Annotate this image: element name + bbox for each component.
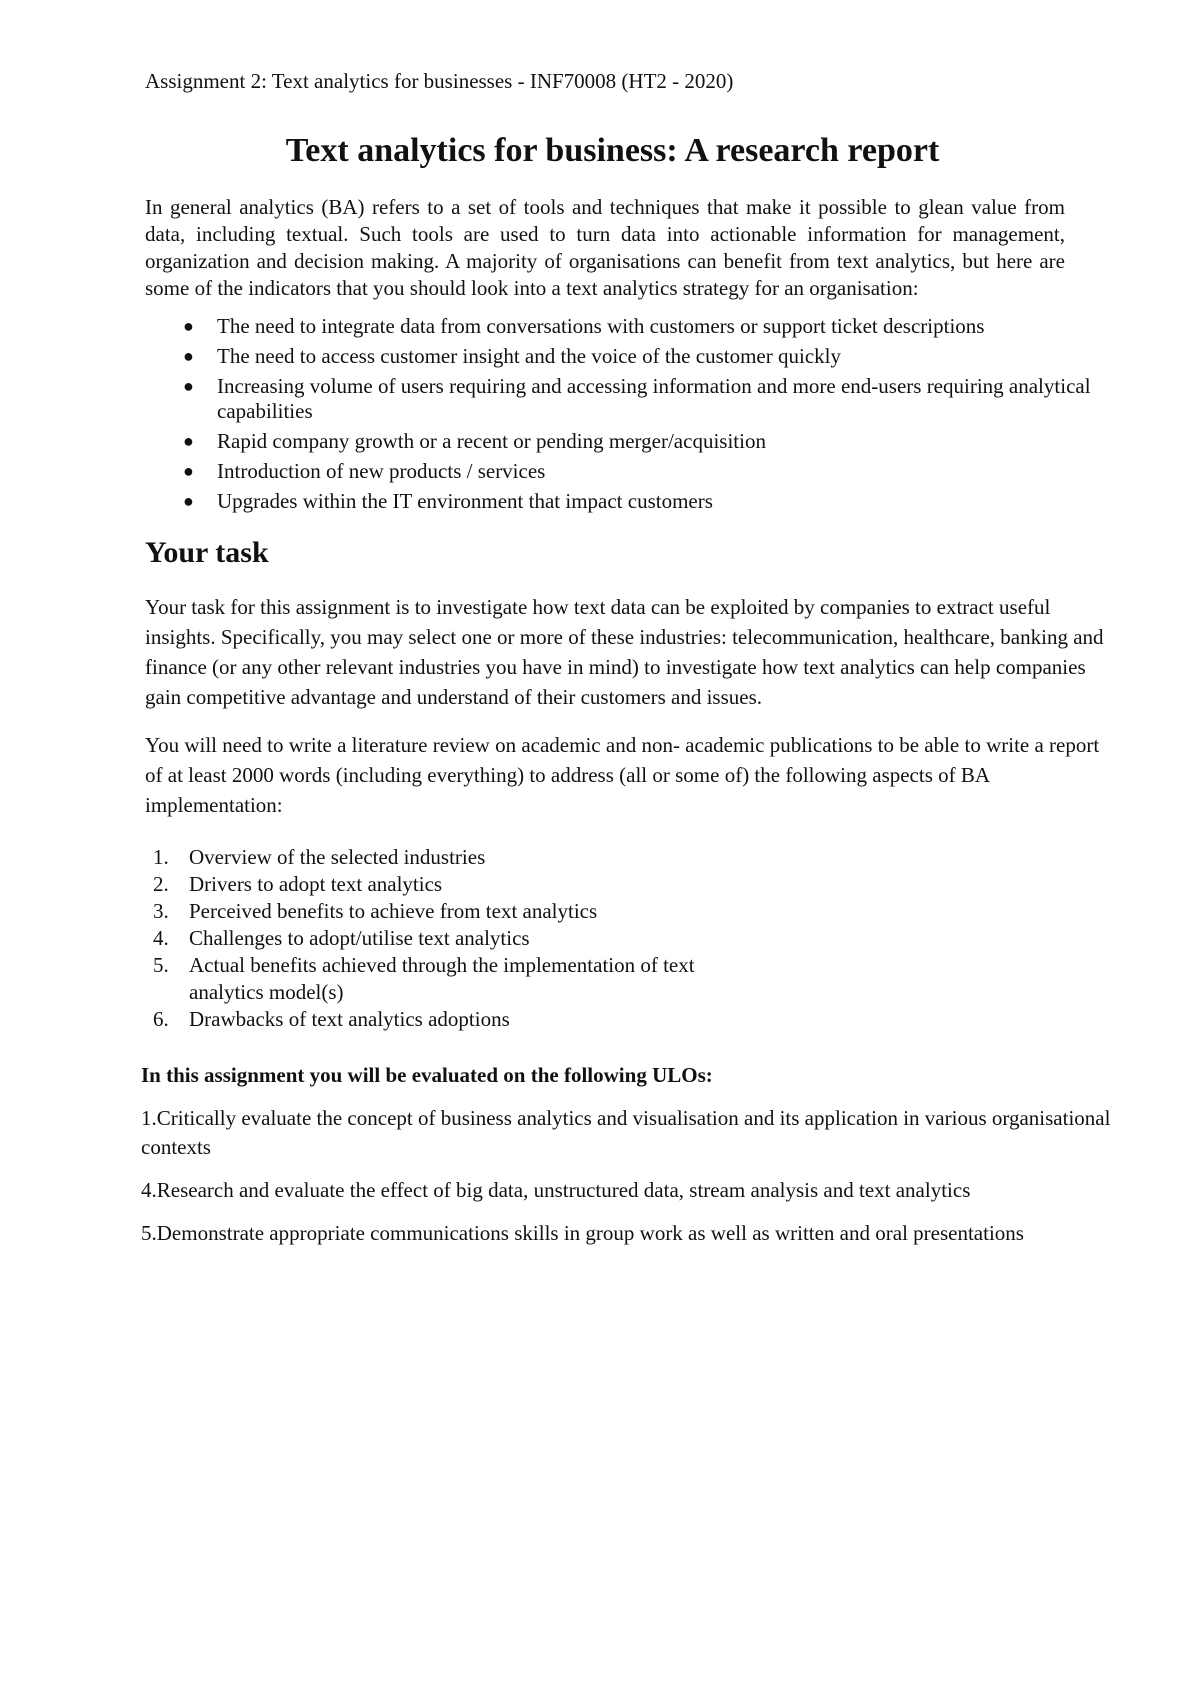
list-item-text: Drawbacks of text analytics adoptions [189,1007,510,1031]
list-number: 2. [153,872,169,896]
indicator-list [145,314,1120,514]
list-item [153,871,749,898]
list-number: 6. [153,1007,169,1031]
bullet-icon: ● [183,316,194,336]
task-paragraph-1: Your task for this assignment is to investigate how text data can be exploited by companies to extract useful insights. Specifically, you may select one or more of these industries: telecommunication, healthcare, banking and finance (or any other relevant industries you have in mind) to investigate how text analytics can help companies gain competitive advantage and understand of their customers and issues. [145,595,1104,709]
aspects-list [145,844,1120,1033]
list-item [183,344,1117,369]
list-item-text: Increasing volume of users requiring and accessing information and more end-users requiring analytical capabilities [217,374,1091,423]
list-item [153,952,749,1006]
ulo-item: 4.Research and evaluate the effect of big data, unstructured data, stream analysis and text analytics [141,1178,971,1202]
bullet-icon: ● [183,376,194,396]
list-item [183,489,1117,514]
list-number: 1. [153,845,169,869]
task-paragraph-2: You will need to write a literature review on academic and non- academic publications to be able to write a report of at least 2000 words (including everything) to address (all or some of) the following aspects of BA implementation: [145,733,1100,817]
ulo-heading: In this assignment you will be evaluated on the following ULOs: [141,1063,713,1087]
list-item-text: Actual benefits achieved through the implementation of text analytics model(s) [189,953,695,1004]
list-item [153,844,749,871]
bullet-icon: ● [183,431,194,451]
list-item [183,374,1117,424]
bullet-icon: ● [183,461,194,481]
list-item [183,459,1117,484]
list-item-text: Drivers to adopt text analytics [189,872,443,896]
list-number: 3. [153,899,169,923]
list-item-text: The need to integrate data from conversations with customers or support ticket descriptions [217,314,985,338]
list-item-text: Upgrades within the IT environment that impact customers [217,489,713,513]
intro-paragraph: In general analytics (BA) refers to a set of tools and techniques that make it possible to glean value from data, including textual. Such tools are used to turn data into actionable information for management, organization and decision making. A majority of organisations can benefit from text analytics, but here are some of the indicators that you should look into a text analytics strategy for an organisation: [145,195,1065,300]
list-number: 5. [153,953,169,977]
list-item-text: Rapid company growth or a recent or pending merger/acquisition [217,429,766,453]
list-item-text: Overview of the selected industries [189,845,486,869]
ulo-item: 1.Critically evaluate the concept of business analytics and visualisation and its application in various organisational contexts [141,1106,1111,1159]
list-number: 4. [153,926,169,950]
list-item-text: Challenges to adopt/utilise text analytics [189,926,530,950]
list-item [153,925,749,952]
list-item [153,898,749,925]
task-heading: Your task [145,536,269,569]
list-item [183,314,1117,339]
bullet-icon: ● [183,346,194,366]
list-item-text: Perceived benefits to achieve from text analytics [189,899,598,923]
ulo-item: 5.Demonstrate appropriate communications skills in group work as well as written and oral presentations [141,1221,1024,1245]
list-item-text: The need to access customer insight and the voice of the customer quickly [217,344,841,368]
list-item [183,429,1117,454]
list-item-text: Introduction of new products / services [217,459,546,483]
page-title: Text analytics for business: A research report [285,132,940,169]
list-item [153,1006,749,1033]
course-header: Assignment 2: Text analytics for businesses - INF70008 (HT2 - 2020) [145,69,734,93]
bullet-icon: ● [183,491,194,511]
